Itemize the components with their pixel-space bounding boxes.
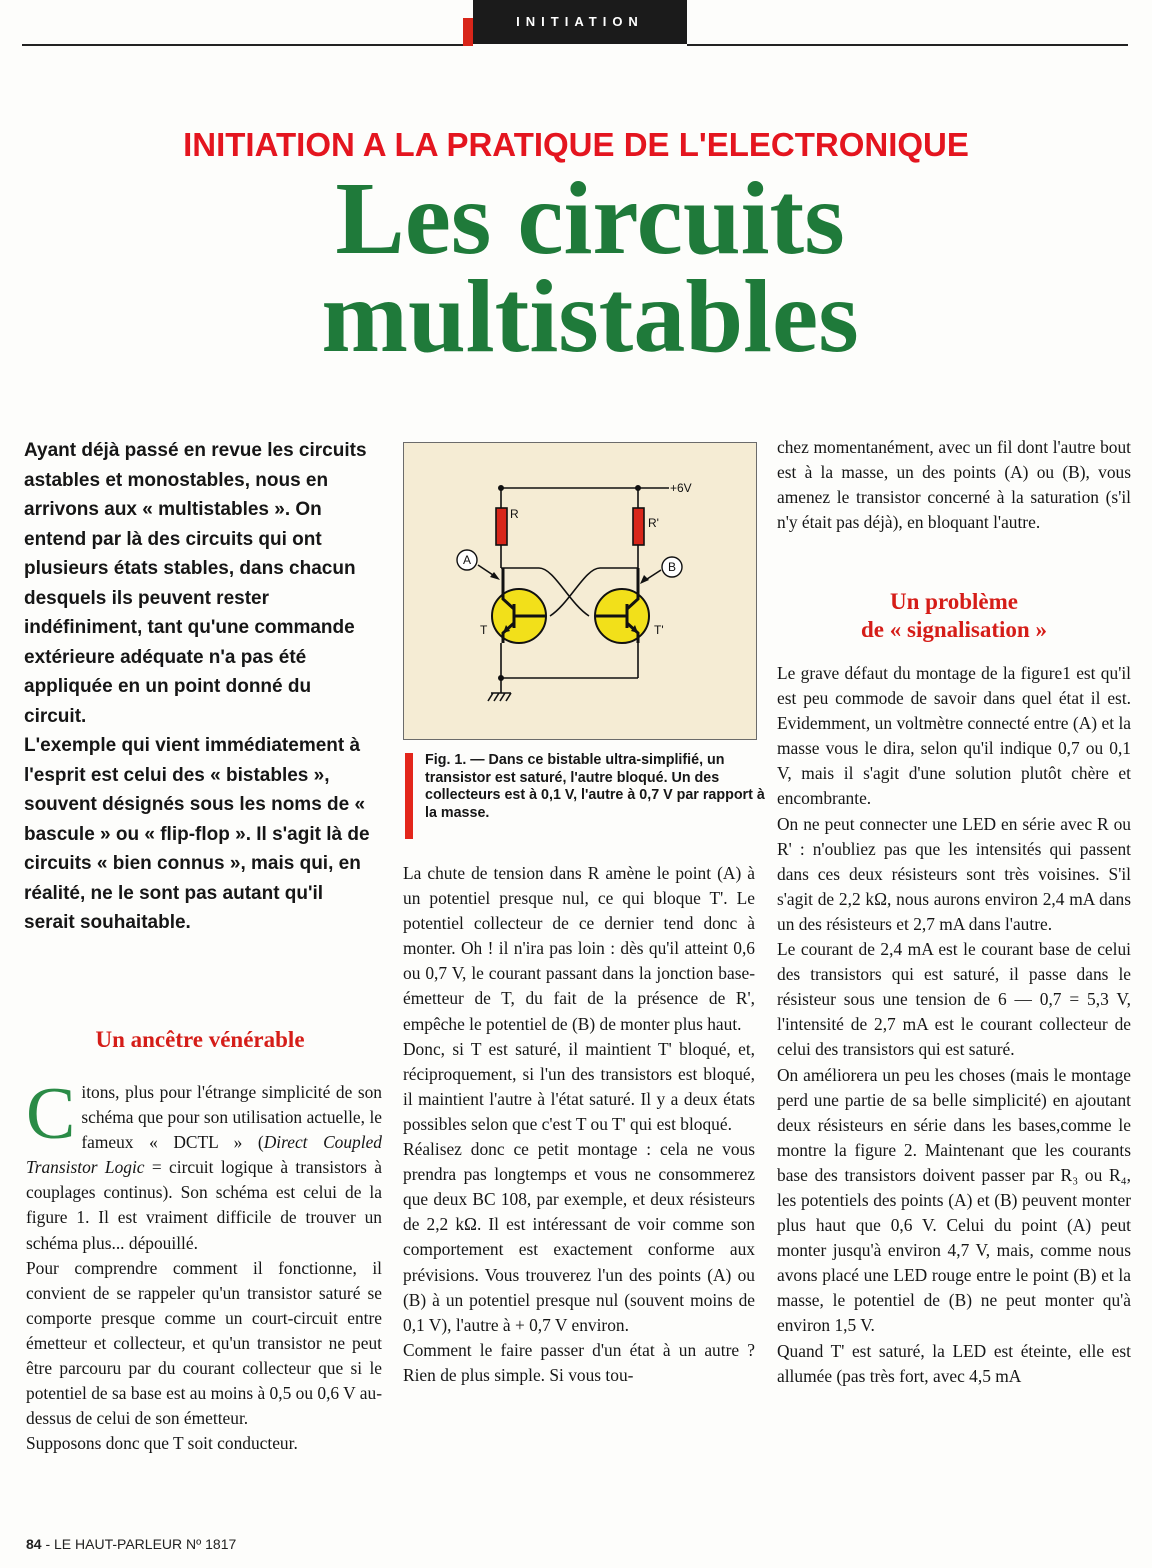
publication-name: - LE HAUT-PARLEUR Nº 1817 bbox=[41, 1536, 237, 1552]
header-rule-left bbox=[22, 44, 463, 46]
cross-coupling-wire bbox=[539, 568, 589, 616]
heading-line: de « signalisation » bbox=[861, 617, 1047, 642]
caption-accent-bar bbox=[405, 753, 413, 839]
paragraph: On améliorera un peu les choses (mais le montage perd une partie de sa belle simplicité) en ajoutant deux résisteurs en série dans les bases,comme le montre la figure 2. Maintenant que les courants base des transistors doivent passer par R₃ ou R₄, les potentiels des points (A) et (B) peuvent monter plus haut que 0,6 V. Celui du point (A) peut monter jusqu'à environ 4,7 V, mais, comme nous avons placé une LED rouge entre le point (B) et la masse, le potentiel de (B) ne peut monter qu'à environ 1,5 V. bbox=[777, 1064, 1131, 1336]
section-tab: INITIATION bbox=[473, 0, 687, 44]
figure-1-caption: Fig. 1. — Dans ce bistable ultra-simplifié, un transistor est saturé, l'autre bloqué. Un des collecteurs est à 0,1 V, l'autre à 0,7 V par rapport à la masse. bbox=[425, 752, 765, 821]
page-footer bbox=[26, 1536, 236, 1552]
figure-1 bbox=[403, 442, 757, 740]
kicker: INITIATION A LA PRATIQUE DE L'ELECTRONIQUE bbox=[183, 126, 969, 163]
resistor-r bbox=[496, 508, 507, 545]
header-rule-right bbox=[687, 44, 1128, 46]
title-line-2: multistables bbox=[321, 259, 859, 374]
point-b-label: B bbox=[667, 560, 677, 574]
column-3-body bbox=[777, 661, 1131, 1389]
section-heading: Un ancêtre vénérable bbox=[95, 1027, 305, 1052]
cross-coupling-wire bbox=[550, 568, 600, 616]
section-heading bbox=[777, 588, 1131, 644]
section-tab-accent bbox=[463, 18, 473, 46]
paragraph: On ne peut connecter une LED en série avec R ou R' : n'oubliez pas que les intensités qui passent dans ces deux résisteurs sont très voisines. S'il s'agit de 2,2 kΩ, nous aurons environ 2,4 mA dans un des résisteurs et 2,7 mA dans l'autre. bbox=[777, 813, 1131, 934]
transistor-t-prime-label: T' bbox=[654, 623, 664, 637]
title-line-1: Les circuits bbox=[335, 161, 845, 276]
pointer-b-head bbox=[640, 575, 649, 584]
supply-label: +6V bbox=[670, 481, 692, 495]
transistor-t-label: T bbox=[480, 623, 488, 637]
column-1-body bbox=[26, 1073, 382, 1456]
paragraph: Le courant de 2,4 mA est le courant base de celui des transistors qui est saturé, il passe dans le résisteur sous une tension de 6 — 0,7 = 5,3 V, l'intensité de 2,7 mA est le courant collecteur de celui des transistors qui est saturé. bbox=[777, 939, 1131, 1060]
drop-cap: C bbox=[26, 1073, 76, 1155]
lede-paragraph: L'exemple qui vient immédiatement à l'esprit est celui des « bistables », souvent désignés sous les noms de « bascule » ou « flip-flop ». Il s'agit là de circuits « bien connus », mais qui, en réalité, ne le sont pas autant qu'il serait souhaitable. bbox=[24, 735, 370, 933]
paragraph: Comment le faire passer d'un état à un autre ? Rien de plus simple. Si vous tou- bbox=[403, 1339, 755, 1385]
lede-paragraph: Ayant déjà passé en revue les circuits astables et monostables, nous en arrivons aux « multistables ». On entend par là des circuits qui ont plusieurs états stables, dans chacun desquels ils peuvent rester indéfiniment, tant qu'une commande extérieure adéquate n'a pas été appliquée en un point donné du circuit. bbox=[24, 440, 367, 727]
paragraph: La chute de tension dans R amène le point (A) à un potentiel presque nul, ce qui bloque T'. Le potentiel collecteur de ce dernier tend donc à monter. Oh ! il n'ira pas loin : dès qu'il atteint 0,6 ou 0,7 V, le courant passant dans la jonction base-émetteur de T, du fait de la présence de R', empêche le potentiel de (B) de monter plus haut. bbox=[403, 863, 755, 1034]
column-3-intro bbox=[777, 435, 1131, 535]
ground-symbol bbox=[488, 678, 511, 701]
resistor-r-prime bbox=[633, 508, 644, 545]
paragraph: chez momentanément, avec un fil dont l'autre bout est à la masse, un des points (A) ou (B), vous amenez le transistor concerné à la saturation (s'il n'y était pas déjà), en bloquant l'autre. bbox=[777, 437, 1131, 533]
wire bbox=[501, 643, 638, 678]
paragraph: Citons, plus pour l'étrange simplicité de son schéma que pour son utilisation actuelle, le fameux « DCTL » (Direct Coupled Transistor Logic = circuit logique à transistors à couplages continus). Son schéma est celui de la figure 1. Il est vraiment difficile de trouver un schéma plus... dépouillé. bbox=[26, 1073, 382, 1253]
column-2-body bbox=[403, 861, 755, 1388]
point-a-label: A bbox=[462, 553, 472, 567]
bistable-schematic bbox=[404, 443, 756, 739]
resistor-r-prime-label: R' bbox=[648, 516, 659, 530]
page-number: 84 bbox=[26, 1536, 42, 1552]
paragraph: Quand T' est saturé, la LED est éteinte, elle est allumée (pas très fort, avec 4,5 mA bbox=[777, 1340, 1131, 1386]
paragraph: Réalisez donc ce petit montage : cela ne vous prendra pas longtemps et vous ne consommerez que deux BC 108, par exemple, et deux résisteurs de 2,2 kΩ. Il est intéressant de voir comme son comportement est exactement conforme aux prévisions. Vous trouverez l'un des points (A) ou (B) à un potentiel presque nul (souvent moins de 0,1 V), l'autre à + 0,7 V environ. bbox=[403, 1139, 755, 1335]
paragraph: Pour comprendre comment il fonctionne, il convient de se rappeler qu'un transistor saturé se comporte presque comme un court-circuit entre émetteur et collecteur, et qu'un transistor ne peut être parcouru par du courant collecteur que si le potentiel de sa base est au moins à 0,5 ou 0,6 V au-dessus de celui de son émetteur. bbox=[26, 1257, 382, 1429]
resistor-r-label: R bbox=[510, 507, 519, 521]
paragraph: Donc, si T est saturé, il maintient T' bloqué, et, réciproquement, si l'un des transistors est bloqué, il maintient l'autre à l'état saturé. Il y a deux états possibles selon que c'est T ou T' qui est bloqué. bbox=[403, 1038, 755, 1134]
lede bbox=[24, 436, 376, 938]
paragraph: Supposons donc que T soit conducteur. bbox=[26, 1433, 298, 1454]
heading-line: Un problème bbox=[890, 589, 1018, 614]
paragraph: Le grave défaut du montage de la figure1 est qu'il est peu commode de savoir dans quel état il est. Evidemment, un voltmètre connecté entre (A) et la masse vous le dira, selon qu'il indique 0,7 ou 0,1 V, mais il s'agit d'une solution plutôt chère et encombrante. bbox=[777, 663, 1131, 809]
article-title bbox=[220, 161, 960, 374]
wire bbox=[501, 488, 638, 568]
